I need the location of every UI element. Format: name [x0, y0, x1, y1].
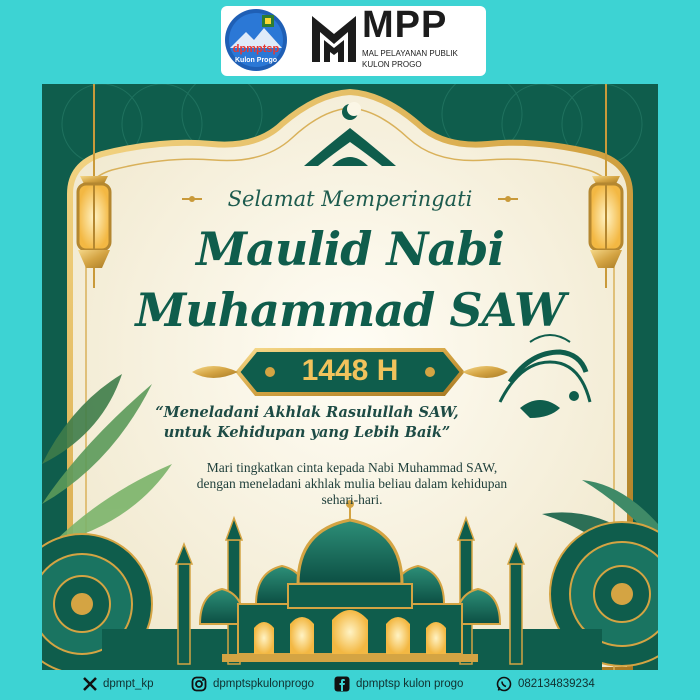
- mpp-title: MPP: [362, 4, 448, 46]
- title-line-1: Maulid Nabi: [196, 222, 504, 276]
- whatsapp-number[interactable]: 082134839234: [518, 678, 595, 690]
- facebook-handle[interactable]: dpmptsp kulon progo: [356, 678, 464, 690]
- instagram-icon[interactable]: [191, 676, 207, 692]
- quote-line-1: “Meneladani Akhlak Rasulullah SAW,: [155, 404, 459, 421]
- poster: [42, 84, 658, 670]
- whatsapp-icon[interactable]: [496, 676, 512, 692]
- body-line-1: Mari tingkatkan cinta kepada Nabi Muhammad SAW,: [206, 460, 498, 475]
- quote-line-2: untuk Kehidupan yang Lebih Baik”: [163, 424, 451, 441]
- mpp-subtitle-line2: KULON PROGO: [362, 60, 422, 69]
- instagram-handle[interactable]: dpmptspkulonprogo: [213, 678, 315, 690]
- dpmptsp-logo: [224, 8, 288, 72]
- facebook-icon[interactable]: [334, 676, 350, 692]
- title-line-2: Muhammad SAW: [135, 283, 565, 337]
- mpp-emblem: [308, 10, 360, 66]
- x-handle[interactable]: dpmpt_kp: [103, 678, 154, 690]
- greeting-text: Selamat Memperingati: [227, 187, 473, 211]
- body-line-3: sehari-hari.: [321, 492, 383, 507]
- body-line-2: dengan meneladani akhlak mulia beliau dalam kehidupan: [196, 476, 508, 491]
- mpp-subtitle-line1: MAL PELAYANAN PUBLIK: [362, 49, 458, 58]
- x-icon[interactable]: [82, 676, 98, 692]
- hijri-year: 1448 H: [301, 354, 399, 387]
- svg-text:Kulon Progo: Kulon Progo: [235, 57, 277, 64]
- svg-text:dpmptsp: dpmptsp: [232, 43, 280, 55]
